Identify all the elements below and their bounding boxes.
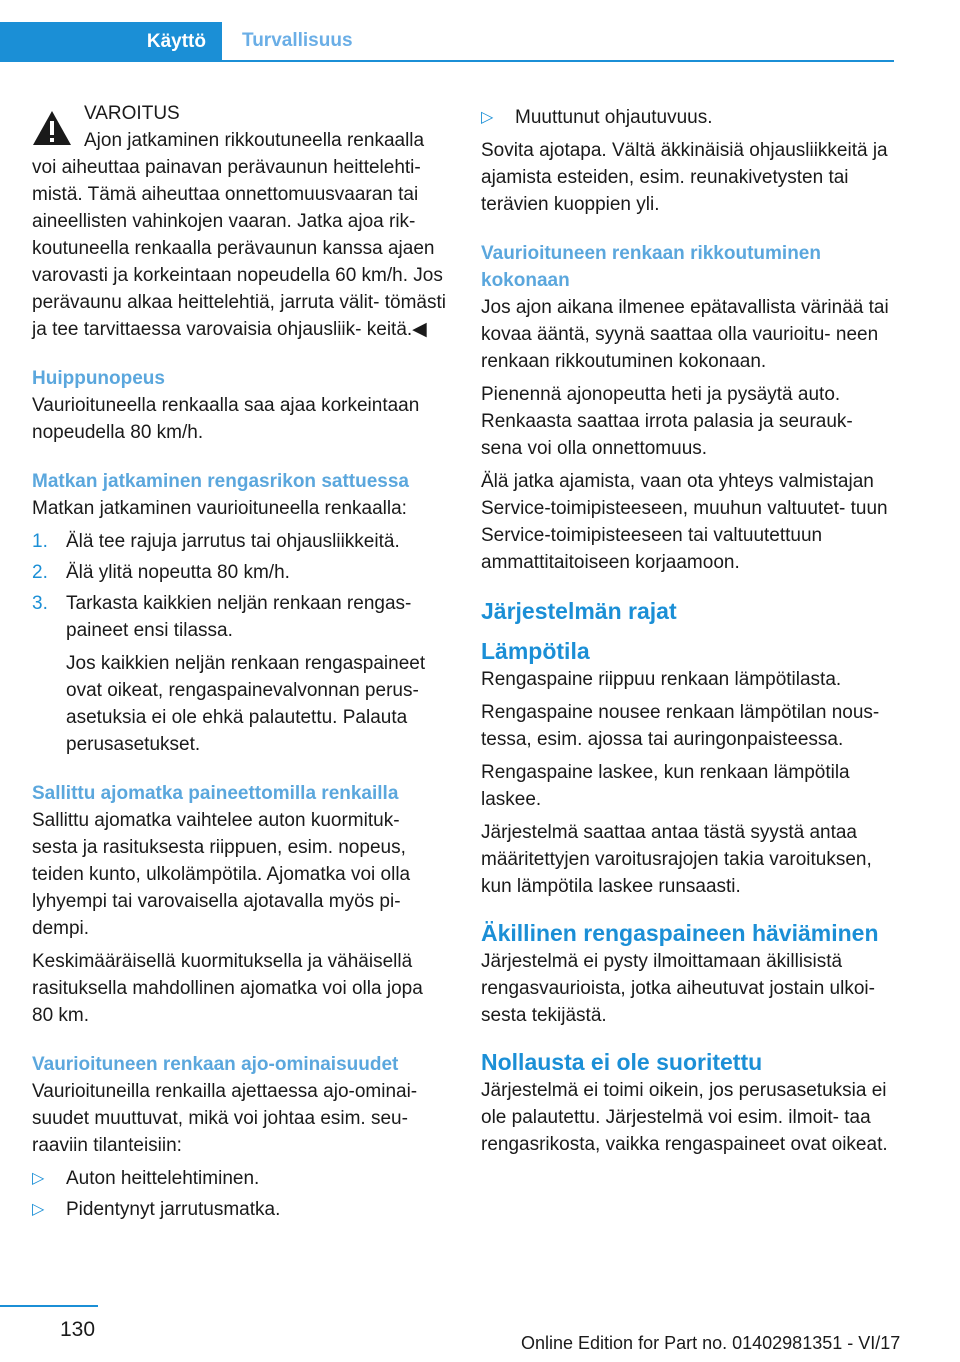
step-number: 3. [32, 593, 48, 614]
heading-rikkoutuminen: Vaurioituneen renkaan rikkoutuminen kokonaan [481, 243, 821, 291]
right-column [481, 100, 895, 1164]
sovita-text: Sovita ajotapa. Vältä äkkinäisiä ohjausliikkeitä ja ajamista esteiden, esim. reunakivetysten tai terävien kuoppien yli. [481, 140, 888, 215]
triangle-bullet-icon: ▷ [481, 109, 494, 126]
nollausta-text: Järjestelmä ei toimi oikein, jos perusasetuksia ei ole palautettu. Järjestelmä voi esim. ilmoit‐ taa rengasrikosta, vaikka rengaspaineet ovat oikeat. [481, 1080, 888, 1155]
page-number: 130 [60, 1318, 96, 1341]
list-item [32, 528, 446, 555]
heading-lampotila: Lämpötila [481, 638, 590, 664]
matkan-text: Matkan jatkaminen vaurioituneella renkaalla: [32, 498, 407, 519]
warning-box [32, 100, 446, 154]
step3-extra: Jos kaikkien neljän renkaan rengaspaineet ovat oikeat, rengaspainevalvonnan perus‐ asetuksia ei ole ehkä palautettu. Palauta perusasetukset. [66, 653, 426, 755]
tab-turvallisuus[interactable]: Turvallisuus [222, 22, 894, 62]
step-number: 1. [32, 531, 48, 552]
triangle-bullet-icon: ▷ [32, 1170, 45, 1187]
edition-footer: Online Edition for Part no. 01402981351 - VI/17 [521, 1333, 901, 1353]
heading-sallittu-ajomatka: Sallittu ajomatka paineettomilla renkailla [32, 783, 399, 804]
heading-ajo-ominaisuudet: Vaurioituneen renkaan ajo-ominaisuudet [32, 1054, 399, 1075]
akillinen-text: Järjestelmä ei pysty ilmoittamaan äkillisistä rengasvaurioista, jotka aiheutuvat jostain ulkoi‐ sesta tekijästä. [481, 951, 875, 1026]
bullet-text: Auton heittelehtiminen. [66, 1168, 260, 1189]
sallittu-text-2: Keskimääräisellä kuormituksella ja vähäisellä rasituksella mahdollinen ajomatka voi olla jopa 80 km. [32, 951, 423, 1026]
warning-text: voi aiheuttaa painavan perävaunun heittelehti‐ mistä. Tämä aiheuttaa onnettomuusvaaran tai aineellisten vahinkojen vaaran. Jatka ajoa rik‐ koutuneella renkaalla perävaunun kanssa ajaen varovasti ja korkeintaan nopeudella 60 km/h. Jos perävaunu alkaa heittelehtiä, jarruta välit‐ tömästi ja tee tarvittaessa varovaisia ohjausliik‐ keitä.◀ [32, 157, 447, 340]
list-item [32, 1165, 446, 1192]
page-header [0, 0, 960, 62]
right-bullets [481, 104, 895, 131]
bullet-text: Pidentynyt jarrutusmatka. [66, 1199, 281, 1220]
list-item [32, 559, 446, 586]
ajo-bullets [32, 1165, 446, 1223]
huippunopeus-text: Vaurioituneella renkaalla saa ajaa korkeintaan nopeudella 80 km/h. [32, 395, 420, 443]
lampotila-text-4: Järjestelmä saattaa antaa tästä syystä antaa määritettyjen varoitusrajojen takia varoituksen, kun lämpötila laskee runsaasti. [481, 822, 872, 897]
footer-rule [0, 1305, 98, 1307]
heading-matkan-jatkaminen: Matkan jatkaminen rengasrikon sattuessa [32, 471, 409, 492]
step-number: 2. [32, 562, 48, 583]
steps-list [32, 528, 446, 758]
tab-kaytto[interactable]: Käyttö [0, 22, 222, 62]
step-text: Älä ylitä nopeutta 80 km/h. [66, 562, 290, 583]
rikkoutuminen-text-1: Jos ajon aikana ilmenee epätavallista värinää tai kovaa ääntä, syynä saattaa olla vaurioitu‐ neen renkaan rikkoutuminen kokonaan. [481, 297, 889, 372]
step-text: Tarkasta kaikkien neljän renkaan rengas‐ paineet ensi tilassa. [66, 593, 412, 641]
rikkoutuminen-text-3: Älä jatka ajamista, vaan ota yhteys valmistajan Service-toimipisteeseen, muuhun valtuutet‐ tuun Service-toimipisteeseen tai valtuutettuun ammattitaitoiseen korjaamoon. [481, 471, 888, 573]
lampotila-text-2: Rengaspaine nousee renkaan lämpötilan nous‐ tessa, esim. ajossa tai auringonpaisteessa. [481, 702, 880, 750]
triangle-bullet-icon: ▷ [32, 1201, 45, 1218]
heading-jarjestelman-rajat: Järjestelmän rajat [481, 598, 677, 624]
warning-first-line: Ajon jatkaminen rikkoutuneella renkaalla [84, 130, 425, 151]
warning-title: VAROITUS [84, 103, 180, 124]
sallittu-text-1: Sallittu ajomatka vaihtelee auton kuormituk‐ sesta ja rasituksesta riippuen, esim. nopeus, teiden kunto, ulkolämpötila. Ajomatka voi olla lyhyempi tai varovaisella ajotavalla myös pi‐ dempi. [32, 810, 411, 939]
step-text: Älä tee rajuja jarrutus tai ohjausliikkeitä. [66, 531, 400, 552]
heading-huippunopeus: Huippunopeus [32, 368, 165, 389]
warning-triangle-icon [32, 110, 72, 146]
heading-akillinen: Äkillinen rengaspaineen häviäminen [481, 920, 879, 946]
lampotila-text-1: Rengaspaine riippuu renkaan lämpötilasta. [481, 669, 842, 690]
lampotila-text-3: Rengaspaine laskee, kun renkaan lämpötila laskee. [481, 762, 850, 810]
list-item [32, 1196, 446, 1223]
heading-nollausta: Nollausta ei ole suoritettu [481, 1049, 763, 1075]
ajo-text: Vaurioituneilla renkailla ajettaessa ajo-ominai‐ suudet muuttuvat, mikä voi johtaa esim. seu‐ raaviin tilanteisiin: [32, 1081, 418, 1156]
list-item [481, 104, 895, 131]
bullet-text: Muuttunut ohjautuvuus. [515, 107, 713, 128]
list-item [32, 590, 446, 758]
rikkoutuminen-text-2: Pienennä ajonopeutta heti ja pysäytä auto. Renkaasta saattaa irrota palasia ja seurauk‐ sena voi olla onnettomuus. [481, 384, 853, 459]
left-column [32, 100, 446, 1229]
